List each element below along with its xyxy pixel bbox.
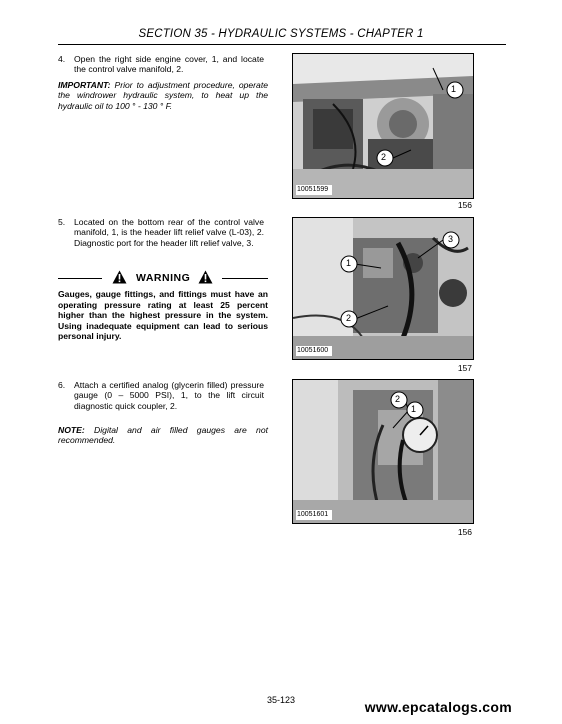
note-text: Digital and air filled gauges are not recommended. bbox=[58, 425, 268, 446]
figure-number: 156 bbox=[457, 527, 472, 537]
engine-compartment-photo bbox=[293, 54, 473, 198]
watermark: www.epcatalogs.com bbox=[364, 699, 512, 715]
warning-triangle-icon bbox=[112, 270, 127, 284]
warning-triangle-icon bbox=[198, 270, 213, 284]
photo-id: 10051599 bbox=[297, 186, 329, 193]
step-number: 4. bbox=[58, 54, 66, 64]
header-divider bbox=[58, 44, 506, 45]
page-number: 35-123 bbox=[266, 695, 296, 705]
important-label: IMPORTANT: bbox=[58, 80, 111, 90]
step-4 bbox=[58, 54, 268, 75]
step-text: Attach a certified analog (glycerin filled) pressure gauge (0 – 5000 PSI), 1, to the lift circuit diagnostic quick coupler, 2. bbox=[74, 380, 264, 411]
important-note bbox=[58, 80, 268, 111]
figure-number: 157 bbox=[457, 363, 472, 373]
step-number: 5. bbox=[58, 217, 66, 227]
warning-text: Gauges, gauge fittings, and fittings must have an operating pressure rating at least 25 percent higher than the highest pressure in the system. Using inadequate equipment can lead to serious personal injury. bbox=[58, 289, 268, 342]
pressure-gauge-photo bbox=[293, 380, 473, 523]
callout-1: 1 bbox=[411, 404, 417, 414]
note bbox=[58, 425, 268, 446]
step-text: Open the right side engine cover, 1, and locate the control valve manifold, 2. bbox=[74, 54, 264, 75]
warning-rule-right bbox=[222, 278, 268, 279]
note-label: NOTE: bbox=[58, 425, 85, 435]
callout-2: 2 bbox=[346, 313, 352, 323]
step-text: Located on the bottom rear of the control valve manifold, 1, is the header lift relief valve (L-03), 2. Diagnostic port for the header lift relief valve, 3. bbox=[74, 217, 264, 248]
figure-photo-1 bbox=[292, 53, 474, 199]
warning-rule-left bbox=[58, 278, 102, 279]
callout-1: 1 bbox=[451, 84, 457, 94]
control-valve-photo bbox=[293, 218, 473, 359]
callout-3: 3 bbox=[448, 234, 454, 244]
figure-number: 156 bbox=[457, 200, 472, 210]
warning-header bbox=[58, 270, 268, 286]
photo-id: 10051600 bbox=[297, 347, 329, 354]
step-5 bbox=[58, 217, 268, 248]
callout-2: 2 bbox=[381, 152, 387, 162]
figure-photo-3 bbox=[292, 379, 474, 524]
callout-1: 1 bbox=[346, 258, 352, 268]
callout-2: 2 bbox=[395, 394, 401, 404]
photo-id: 10051601 bbox=[297, 511, 329, 518]
step-6 bbox=[58, 380, 268, 411]
important-text: Prior to adjustment procedure, operate the windrower hydraulic system, to heat up the hydraulic oil to 100 ° - 130 ° F. bbox=[58, 80, 268, 111]
step-number: 6. bbox=[58, 380, 66, 390]
figure-photo-2 bbox=[292, 217, 474, 360]
section-title: SECTION 35 - HYDRAULIC SYSTEMS - CHAPTER 1 bbox=[138, 28, 424, 40]
warning-label: WARNING bbox=[136, 272, 191, 284]
